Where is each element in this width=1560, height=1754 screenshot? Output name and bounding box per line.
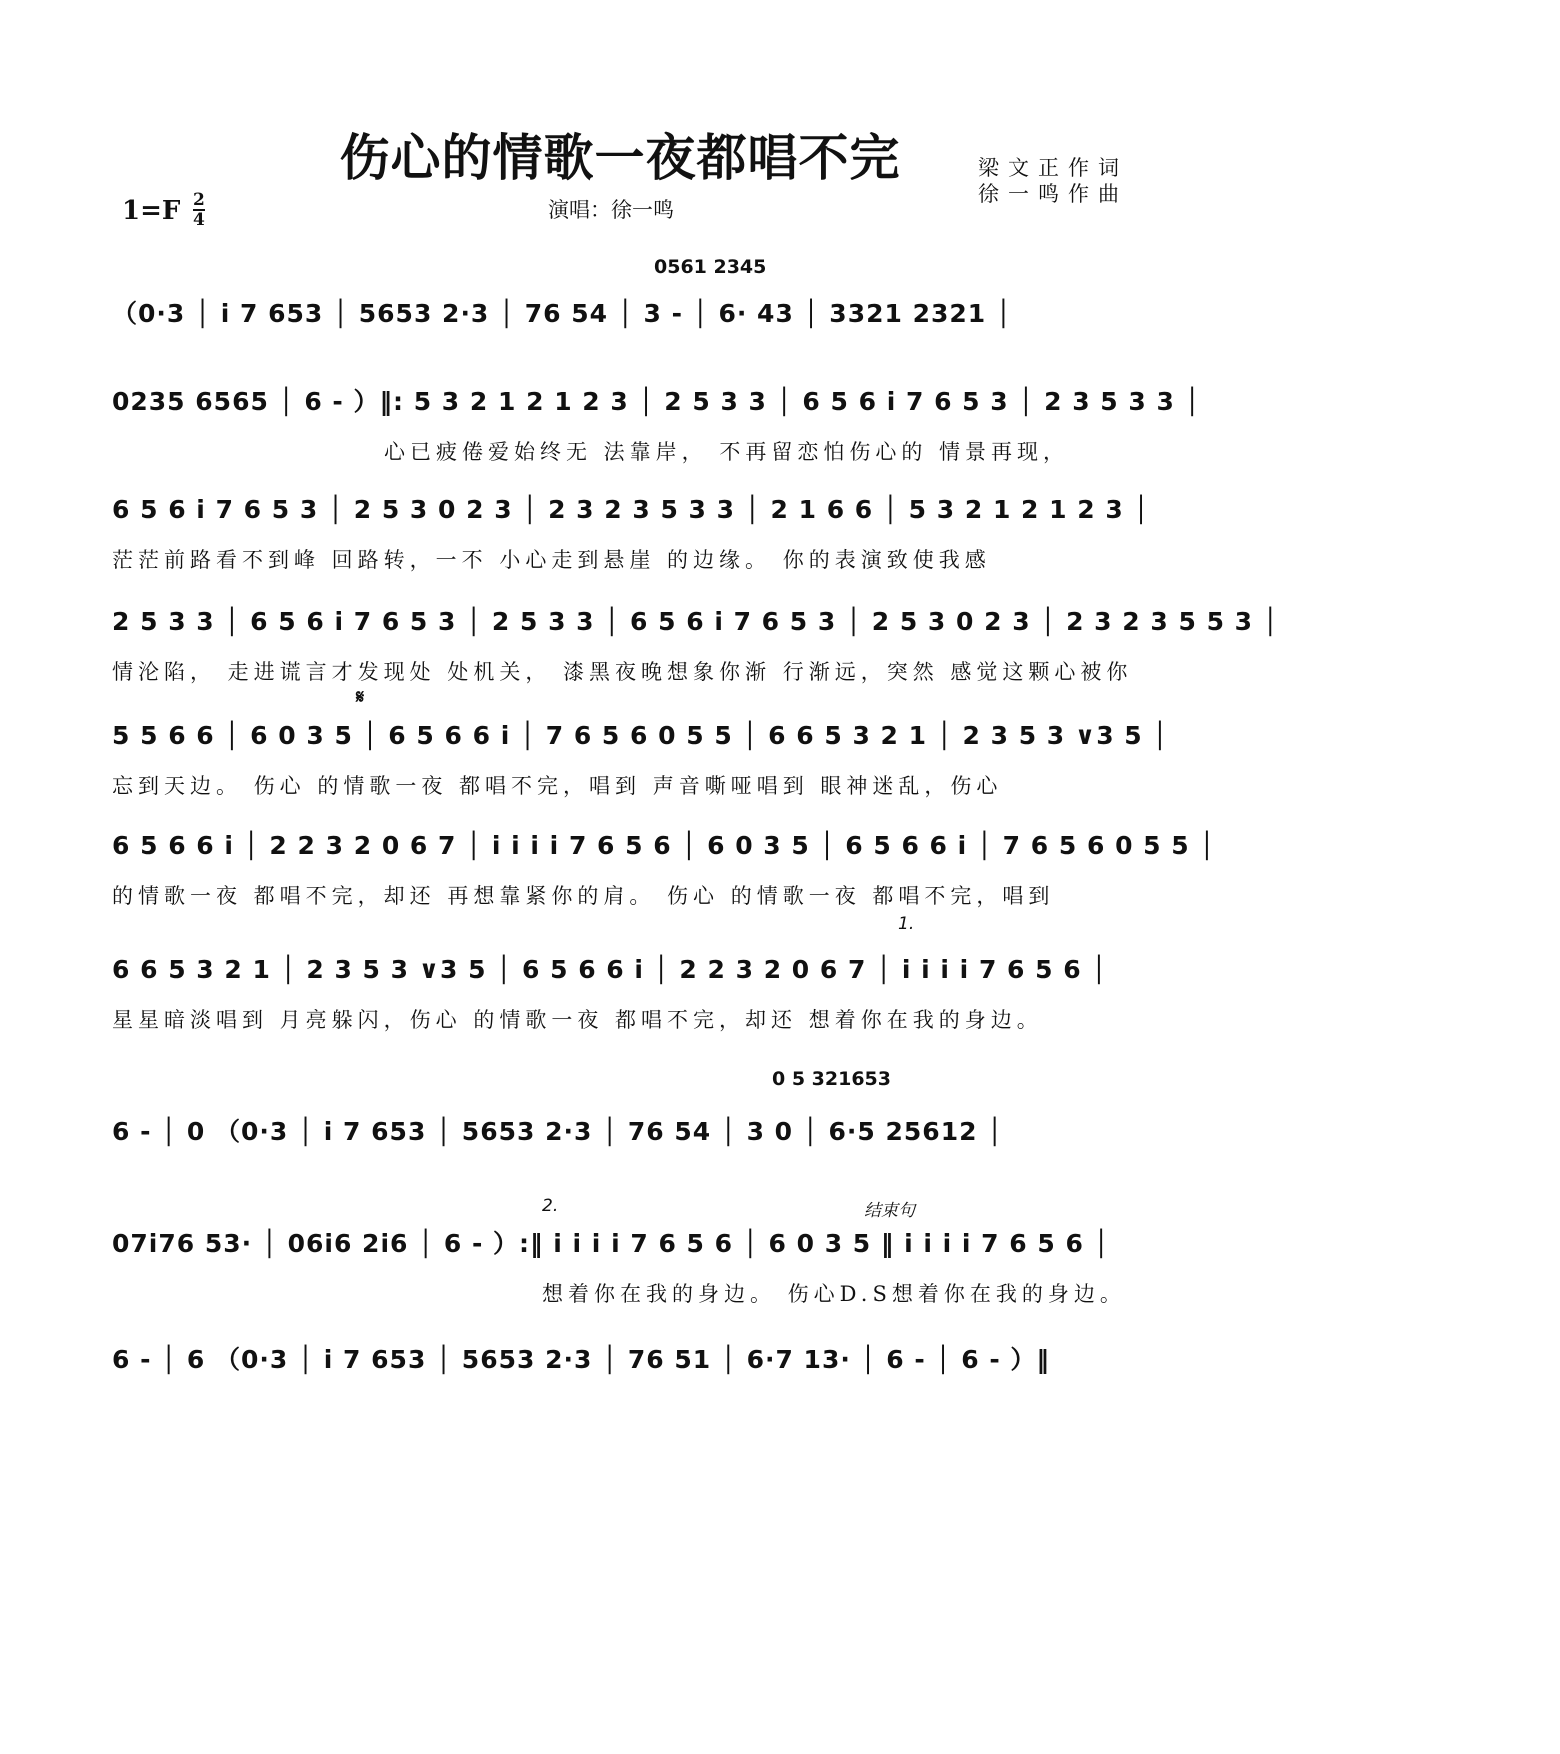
notation-line-6: 6 5 6 6 i │ 2 2 3 2 0 6 7 │ i i i i 7 6 5 6 │ 6 0 3 5 │ 6 5 6 6 i │ 7 6 5 6 0 5 5 │ — [112, 831, 1216, 860]
lyric-line-7: 星星暗淡唱到 月亮躲闪，伤心 的情歌一夜 都唱不完，却还 想着你在我的身边。 — [112, 1008, 1043, 1032]
score-line-7 — [112, 914, 1130, 1076]
notation-line-1: （0·3 │ i 7 653 │ 5653 2·3 │ 76 54 │ 3 - │ 6· 43 │ 3321 2321 │ — [112, 299, 1012, 328]
segno-sign: 𝄋 — [356, 686, 365, 708]
score-line-3 — [112, 486, 1150, 616]
score-line-8 — [112, 1068, 1130, 1238]
notation-line-4: 2 5 3 3 │ 6 5 6 i 7 6 5 3 │ 2 5 3 3 │ 6 5 6 i 7 6 5 3 │ 2 5 3 0 2 3 │ 2 3 2 3 5 5 3 │ — [112, 607, 1279, 636]
time-signature-denominator: 4 — [193, 210, 205, 230]
lyric-line-3: 茫茫前路看不到峰 回路转，一不 小心走到悬崖 的边缘。 你的表演致使我感 — [112, 548, 991, 572]
notation-line-7: 6 6 5 3 2 1 │ 2 3 5 3 ∨3 5 │ 6 5 6 6 i │ 2 2 3 2 0 6 7 │ i i i i 7 6 5 6 │ — [112, 955, 1108, 984]
notation-line-2: 0235 6565 │ 6 - ）‖: 5 3 2 1 2 1 2 3 │ 2 5 3 3 │ 6 5 6 i 7 6 5 3 │ 2 3 5 3 3 │ — [112, 387, 1201, 416]
notation-line-5: 5 5 6 6 │ 6 0 3 5 │ 6 5 6 6 i │ 7 6 5 6 0 5 5 │ 6 6 5 3 2 1 │ 2 3 5 3 ∨3 5 │ — [112, 721, 1169, 750]
key-signature: 1=F — [122, 196, 181, 226]
score-line-4 — [112, 598, 1279, 728]
lyric-line-1 — [112, 348, 1130, 376]
first-ending-label: 1. — [898, 914, 915, 934]
lyric-line-2: 心已疲倦爱始终无 法靠岸， 不再留恋怕伤心的 情景再现， — [384, 440, 1070, 464]
score-line-6 — [112, 822, 1216, 952]
singer-credit: 演唱：徐一鸣 — [548, 198, 674, 222]
time-signature-numerator: 2 — [193, 190, 205, 210]
time-signature — [193, 191, 205, 229]
song-title: 伤心的情歌一夜都唱不完 — [339, 128, 901, 187]
score-line-10 — [112, 1336, 1130, 1466]
notation-line-10: 6 - │ 6 （0·3 │ i 7 653 │ 5653 2·3 │ 76 51 │ 6·7 13· │ 6 - │ 6 - ）‖ — [112, 1345, 1050, 1374]
composer-credit: 徐一鸣作曲 — [978, 182, 1128, 206]
notation-line-8: 6 - │ 0 （0·3 │ i 7 653 │ 5653 2·3 │ 76 54 │ 3 0 │ 6·5 25612 │ — [112, 1117, 1004, 1146]
notation-line-9: 07i76 53· │ 06i6 2i6 │ 6 - ）:‖ i i i i 7 6 5 6 │ 6 0 3 5 ‖ i i i i 7 6 5 6 │ — [112, 1229, 1110, 1258]
ossia-notes-1: 0561 2345 — [654, 256, 767, 278]
coda-label: 结束句 — [864, 1201, 915, 1221]
lyric-line-9: 想着你在我的身边。 伤心D.S想着你在我的身边。 — [542, 1282, 1126, 1306]
lyric-line-6: 的情歌一夜 都唱不完，却还 再想靠紧你的肩。 伤心 的情歌一夜 都唱不完，唱到 — [112, 884, 1055, 908]
second-ending-label: 2. — [542, 1196, 559, 1216]
score-line-9 — [112, 1196, 1130, 1350]
notation-line-3: 6 5 6 i 7 6 5 3 │ 2 5 3 0 2 3 │ 2 3 2 3 5 3 3 │ 2 1 6 6 │ 5 3 2 1 2 1 2 3 │ — [112, 495, 1150, 524]
ossia-notes-8: 0 5 321653 — [772, 1068, 891, 1090]
lyricist-credit: 梁文正作词 — [978, 156, 1128, 180]
lyric-line-5: 忘到天边。 伤心 的情歌一夜 都唱不完，唱到 声音嘶哑唱到 眼神迷乱，伤心 — [112, 774, 1003, 798]
lyric-line-4: 情沦陷， 走进谎言才发现处 处机关， 漆黑夜晚想象你渐 行渐远，突然 感觉这颗心被你 — [112, 660, 1133, 684]
